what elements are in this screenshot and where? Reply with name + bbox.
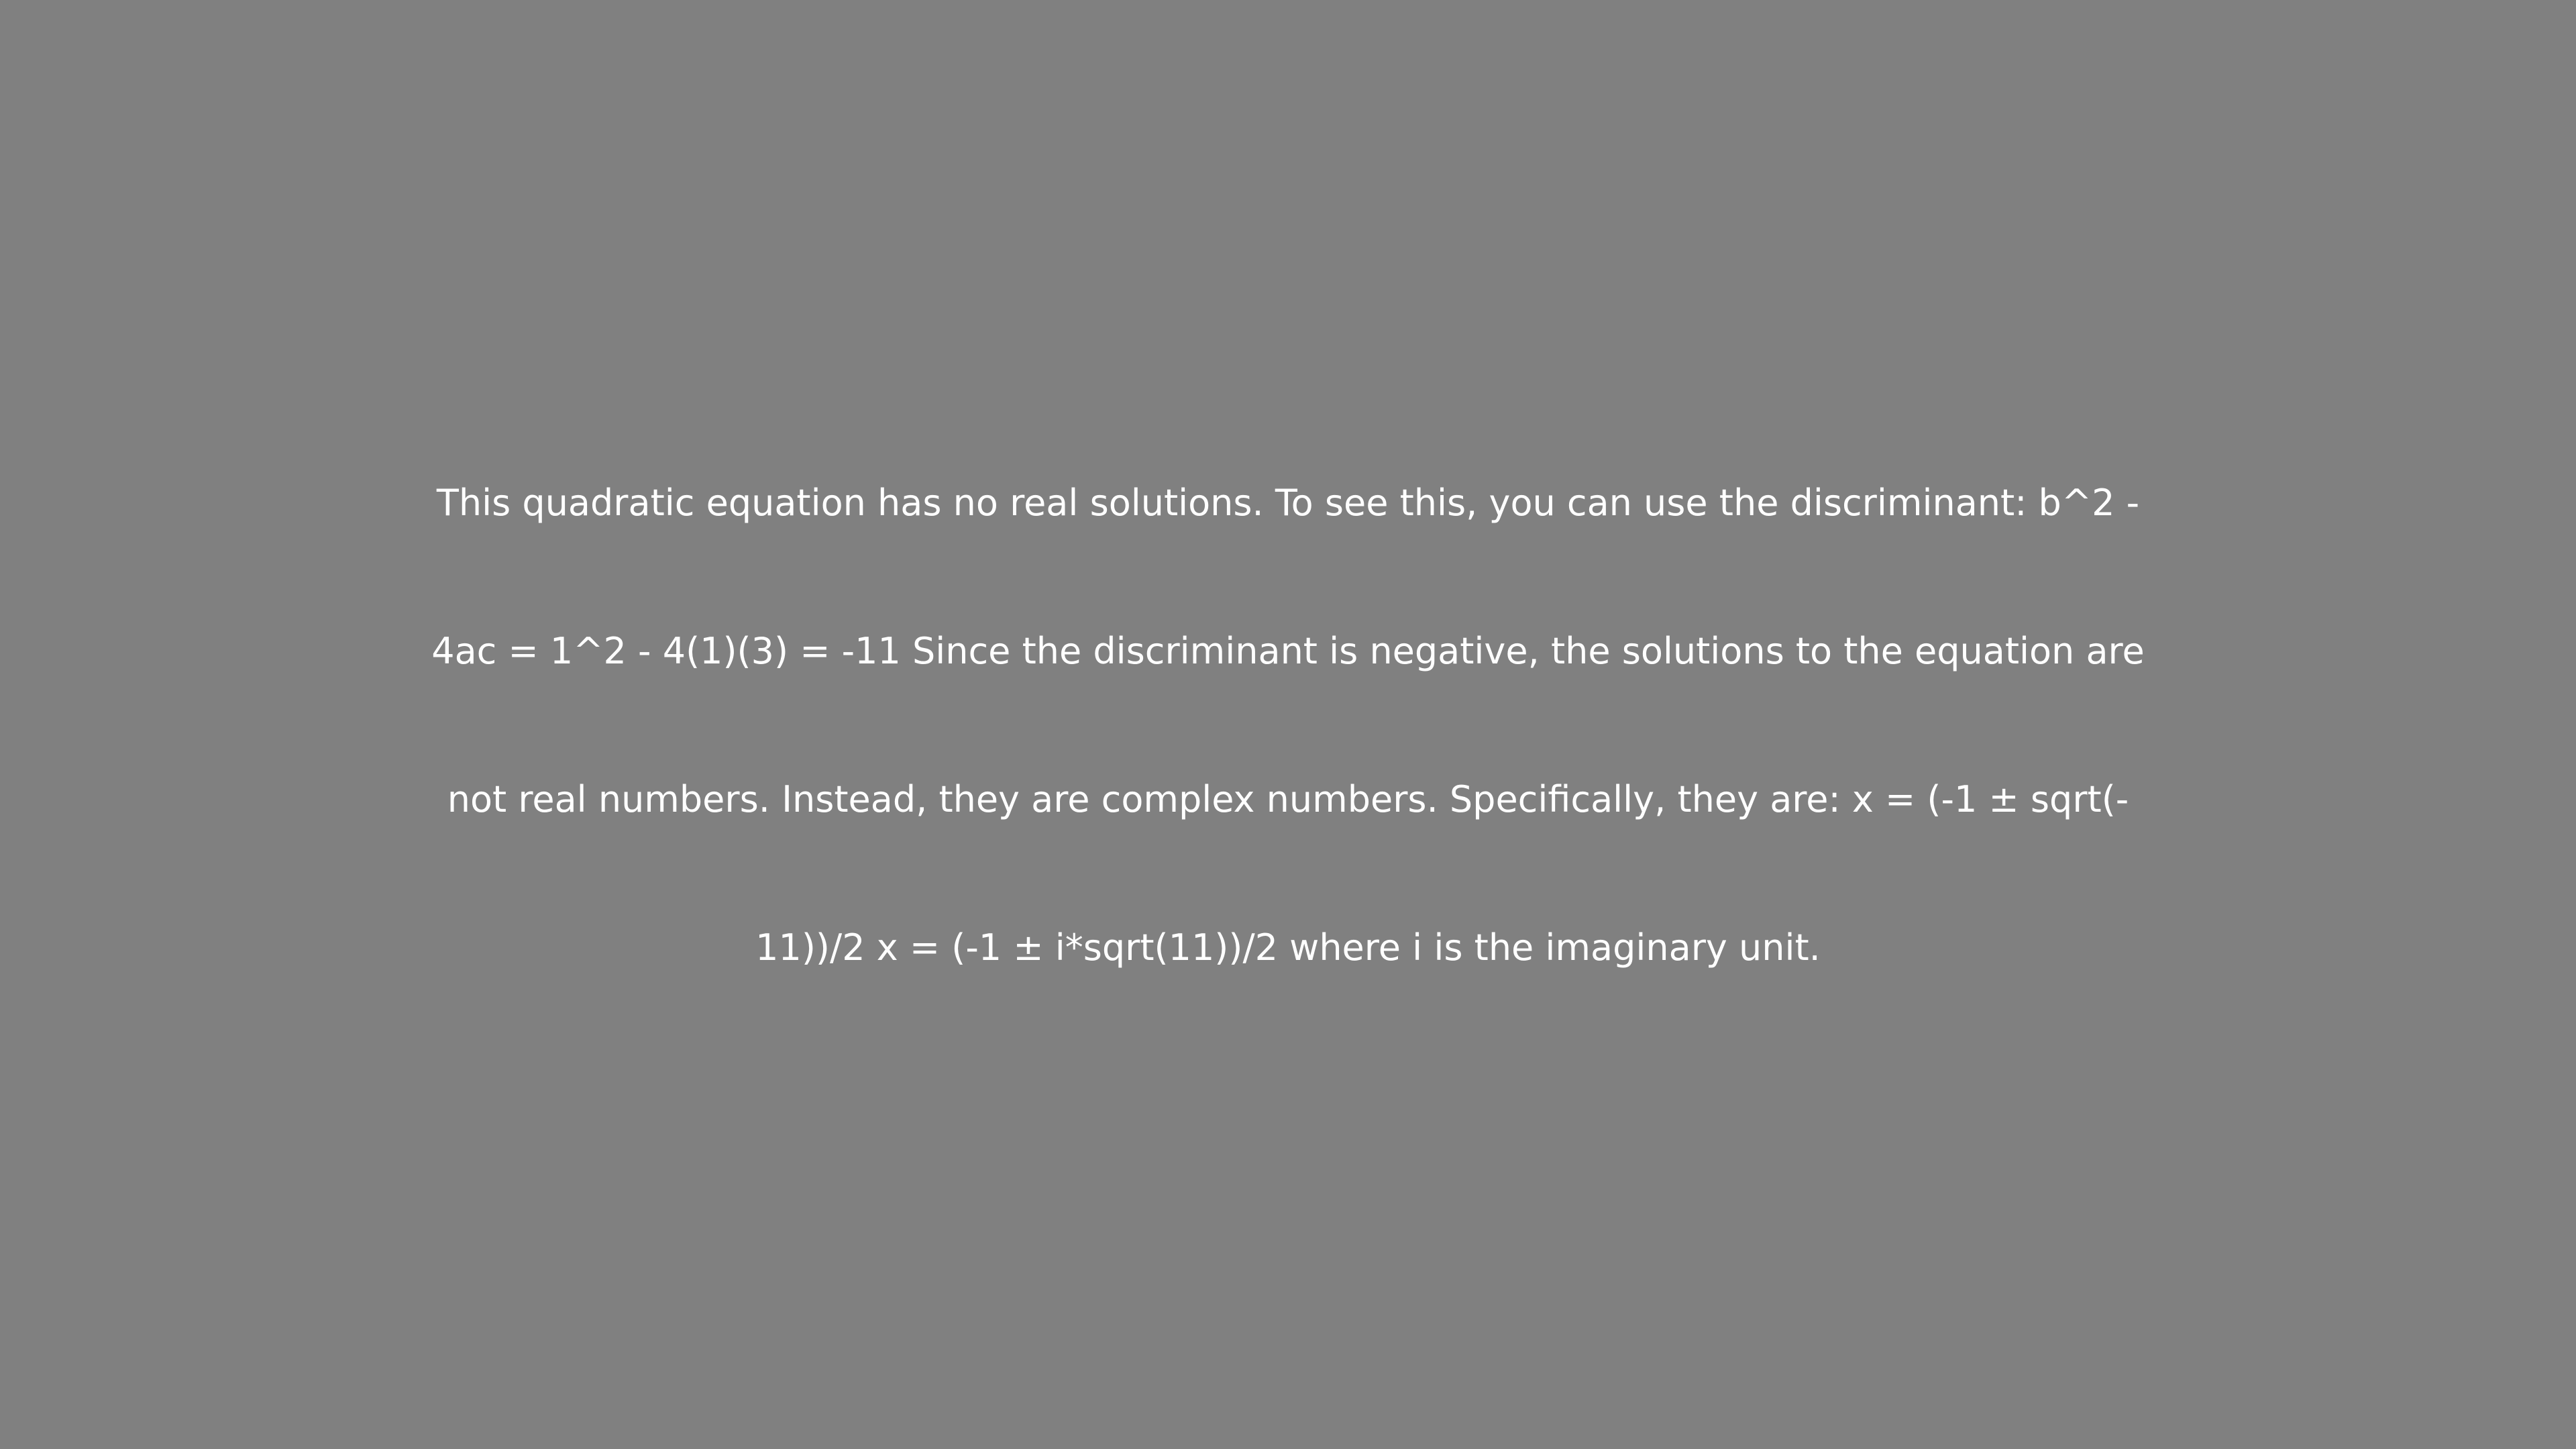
answer-text-block xyxy=(402,470,2174,1063)
answer-text-line-1: This quadratic equation has no real solutions. To see this, you can use the discriminant: b^2 - xyxy=(436,482,2140,524)
answer-text-line-2: 4ac = 1^2 - 4(1)(3) = -11 Since the discriminant is negative, the solutions to the equation are xyxy=(431,630,2145,672)
answer-text-line-4: 11))/2 x = (-1 ± i*sqrt(11))/2 where i is the imaginary unit. xyxy=(755,926,1821,969)
answer-text-line-3: not real numbers. Instead, they are complex numbers. Specifically, they are: x = (-1 ± sqrt(- xyxy=(447,778,2129,820)
